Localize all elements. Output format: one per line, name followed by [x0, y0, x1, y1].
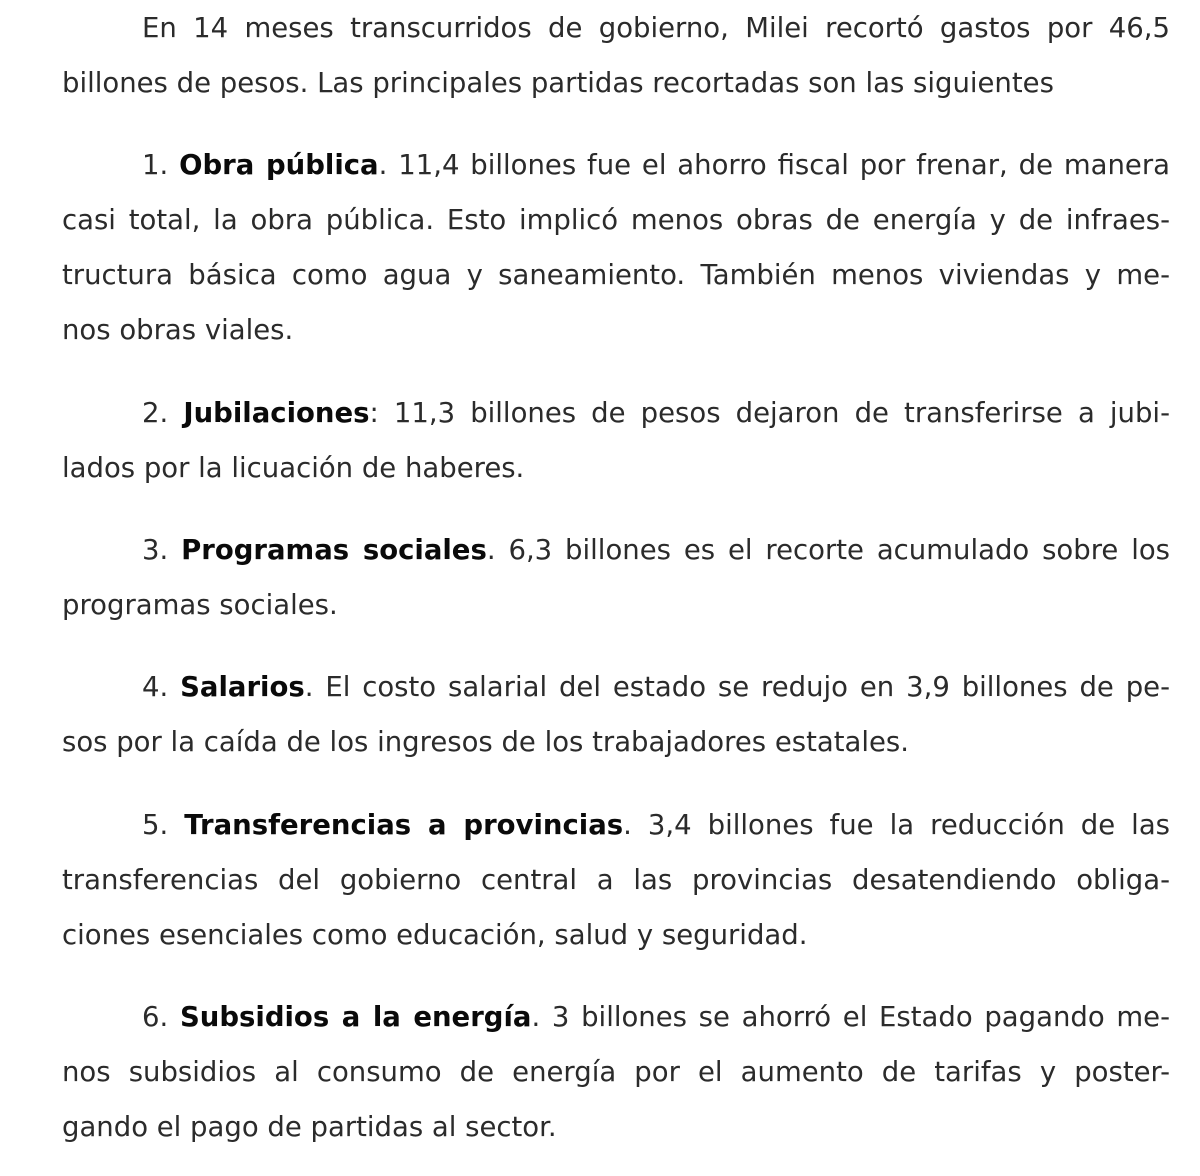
item-2-first-rest: : 11,3 billones de pesos dejaron de transferirse a jubi-: [369, 397, 1171, 429]
item-3-number: 3.: [142, 534, 182, 566]
item-5-line-2: transferencias del gobierno central a las provincias desatendiendo obliga-: [62, 864, 1170, 896]
item-6-first-rest: . 3 billones se ahorró el Estado pagando me-: [531, 1001, 1171, 1033]
item-2-first-line: [142, 393, 1170, 433]
item-4-first-line: [142, 667, 1170, 707]
item-5-first-rest: . 3,4 billones fue la reducción de las: [623, 809, 1170, 841]
item-4-heading: Salarios: [180, 671, 305, 703]
item-4-first-rest: . El costo salarial del estado se redujo en 3,9 billones de pe-: [304, 671, 1170, 703]
item-5-heading: Transferencias a provincias: [184, 809, 624, 841]
item-6-heading: Subsidios a la energía: [179, 1001, 532, 1033]
item-6-line-3: gando el pago de partidas al sector.: [62, 1111, 557, 1143]
item-5-number: 5.: [142, 809, 185, 841]
intro-line-2: billones de pesos. Las principales partidas recortadas son las siguientes: [62, 67, 1054, 99]
item-3-heading: Programas sociales: [181, 534, 487, 566]
item-1-line-4: nos obras viales.: [62, 314, 294, 346]
intro-line-1: En 14 meses transcurridos de gobierno, Milei recortó gastos por 46,5: [142, 12, 1170, 44]
item-1-first-line: [142, 145, 1170, 185]
item-6-first-line: [142, 997, 1170, 1037]
item-1-line-2: casi total, la obra pública. Esto implicó menos obras de energía y de infraes-: [62, 204, 1170, 236]
item-3-first-line: [142, 530, 1170, 570]
item-6-number: 6.: [142, 1001, 180, 1033]
item-1-first-rest: . 11,4 billones fue el ahorro fiscal por frenar, de manera: [378, 149, 1171, 181]
item-1-number: 1.: [142, 149, 180, 181]
item-2-line-2: lados por la licuación de haberes.: [62, 452, 525, 484]
item-4-number: 4.: [142, 671, 181, 703]
item-2-number: 2.: [142, 397, 184, 429]
item-3-line-2: programas sociales.: [62, 589, 338, 621]
item-1-heading: Obra pública: [179, 149, 379, 181]
item-1-line-3: tructura básica como agua y saneamiento. También menos viviendas y me-: [62, 259, 1170, 291]
item-2-heading: Jubilaciones: [183, 397, 370, 429]
item-5-first-line: [142, 805, 1170, 845]
item-3-first-rest: . 6,3 billones es el recorte acumulado sobre los: [486, 534, 1171, 566]
item-4-line-2: sos por la caída de los ingresos de los trabajadores estatales.: [62, 726, 909, 758]
item-5-line-3: ciones esenciales como educación, salud y seguridad.: [62, 919, 808, 951]
item-6-line-2: nos subsidios al consumo de energía por el aumento de tarifas y poster-: [62, 1056, 1170, 1088]
